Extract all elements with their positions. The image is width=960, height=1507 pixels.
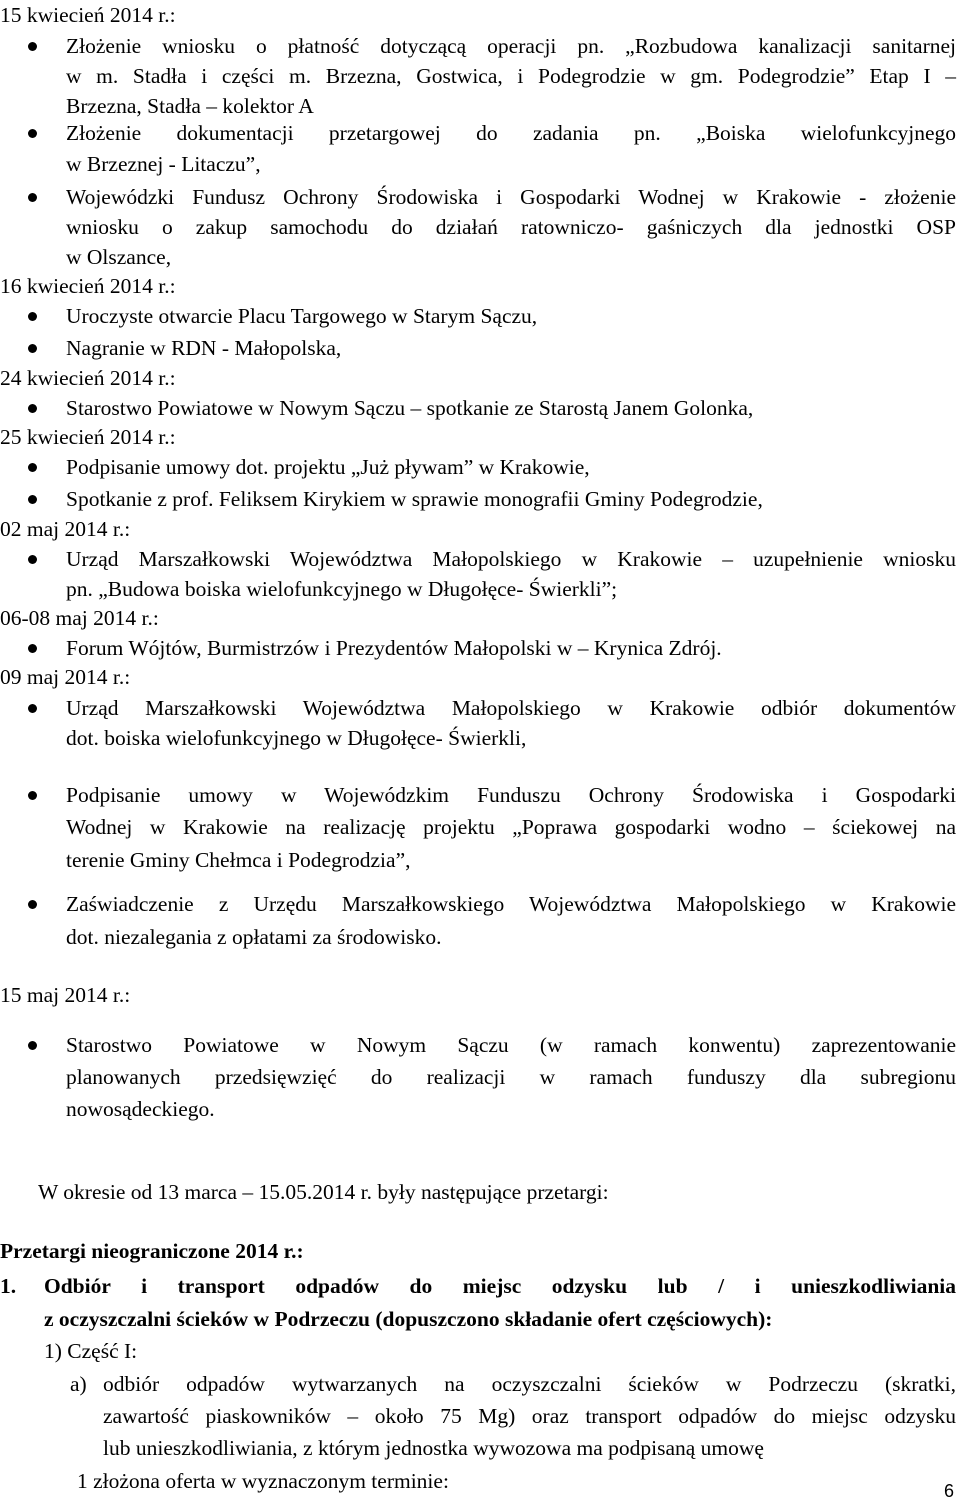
bullet-icon [28,404,37,413]
date-heading: 24 kwiecień 2014 r.: [0,366,176,390]
bullet-icon [28,344,37,353]
list-item-text: w Olszance, [66,245,172,269]
list-item-text: Nagranie w RDN - Małopolska, [66,336,342,360]
list-item-text: Podpisanie umowy w Wojewódzkim Funduszu Ochrony Środowiska i Gospodarki [66,783,956,807]
page-number: 6 [943,1481,954,1501]
list-item-text: wniosku o zakup samochodu do działań ratowniczo- gaśniczych dla jednostki OSP [66,215,956,239]
bullet-icon [28,900,37,909]
date-heading: 02 maj 2014 r.: [0,517,131,541]
date-heading: 09 maj 2014 r.: [0,665,131,689]
offers-note: 1 złożona oferta w wyznaczonym terminie: [77,1469,449,1493]
list-item-text: w Brzeznej - Litaczu”, [66,152,261,176]
sub-item-text: odbiór odpadów wytwarzanych na oczyszczalni ścieków w Podrzeczu (skratki, [103,1372,956,1396]
section-heading: Przetargi nieograniczone 2014 r.: [0,1239,304,1263]
bullet-icon [28,1041,37,1050]
list-item-text: terenie Gminy Chełmca i Podegrodzia”, [66,848,411,872]
sub-item-label: a) [70,1372,87,1396]
bullet-icon [28,193,37,202]
bullet-icon [28,704,37,713]
list-item-text: Podpisanie umowy dot. projektu „Już pływam” w Krakowie, [66,455,590,479]
date-heading: 15 kwiecień 2014 r.: [0,3,176,27]
bullet-icon [28,791,37,800]
sub-item-text: zawartość piaskowników – około 75 Mg) oraz transport odpadów do miejsc odzysku [103,1404,956,1428]
list-item-text: Urząd Marszałkowski Województwa Małopolskiego w Krakowie odbiór dokumentów [66,696,956,720]
list-item-text: Wojewódzki Fundusz Ochrony Środowiska i Gospodarki Wodnej w Krakowie - złożenie [66,185,956,209]
list-item-text: pn. „Budowa boiska wielofunkcyjnego w Długołęce- Świerkli”; [66,577,618,601]
bullet-icon [28,129,37,138]
bullet-icon [28,463,37,472]
sub-item-text: lub unieszkodliwiania, z którym jednostka wywozowa ma podpisaną umowę [103,1436,764,1460]
bullet-icon [28,42,37,51]
list-item-text: Forum Wójtów, Burmistrzów i Prezydentów Małopolski w – Krynica Zdrój. [66,636,722,660]
list-item-text: Starostwo Powiatowe w Nowym Sączu (w ramach konwentu) zaprezentowanie [66,1033,956,1057]
list-item-text: Złożenie wniosku o płatność dotyczącą operacji pn. „Rozbudowa kanalizacji sanitarnej [66,34,956,58]
bullet-icon [28,495,37,504]
list-item-text: dot. niezalegania z opłatami za środowisko. [66,925,442,949]
list-item-text: Zaświadczenie z Urzędu Marszałkowskiego Województwa Małopolskiego w Krakowie [66,892,956,916]
date-heading: 16 kwiecień 2014 r.: [0,274,176,298]
date-heading: 06-08 maj 2014 r.: [0,606,159,630]
list-item-text: Złożenie dokumentacji przetargowej do zadania pn. „Boiska wielofunkcyjnego [66,121,956,145]
list-item-text: Uroczyste otwarcie Placu Targowego w Starym Sączu, [66,304,538,328]
list-item-text: w m. Stadła i części m. Brzezna, Gostwica, i Podegrodzie w gm. Podegrodzie” Etap I – [66,64,956,88]
date-heading: 25 kwiecień 2014 r.: [0,425,176,449]
list-item-text: Starostwo Powiatowe w Nowym Sączu – spotkanie ze Starostą Janem Golonka, [66,396,754,420]
tender-title: z oczyszczalni ścieków w Podrzeczu (dopuszczono składanie ofert częściowych): [44,1307,773,1331]
list-item-text: Spotkanie z prof. Feliksem Kirykiem w sprawie monografii Gminy Podegrodzie, [66,487,763,511]
bullet-icon [28,312,37,321]
tender-part: 1) Część I: [44,1339,138,1363]
tender-number: 1. [0,1274,17,1298]
list-item-text: nowosądeckiego. [66,1097,215,1121]
list-item-text: planowanych przedsięwzięć do realizacji w ramach funduszy dla subregionu [66,1065,956,1089]
list-item-text: Brzezna, Stadła – kolektor A [66,94,314,118]
bullet-icon [28,644,37,653]
list-item-text: Wodnej w Krakowie na realizację projektu „Poprawa gospodarki wodno – ściekowej na [66,815,956,839]
bullet-icon [28,555,37,564]
period-intro: W okresie od 13 marca – 15.05.2014 r. były następujące przetargi: [38,1180,609,1204]
date-heading: 15 maj 2014 r.: [0,983,131,1007]
list-item-text: Urząd Marszałkowski Województwa Małopolskiego w Krakowie – uzupełnienie wniosku [66,547,956,571]
list-item-text: dot. boiska wielofunkcyjnego w Długołęce- Świerkli, [66,726,527,750]
tender-title: Odbiór i transport odpadów do miejsc odzysku lub / i unieszkodliwiania [44,1274,956,1298]
